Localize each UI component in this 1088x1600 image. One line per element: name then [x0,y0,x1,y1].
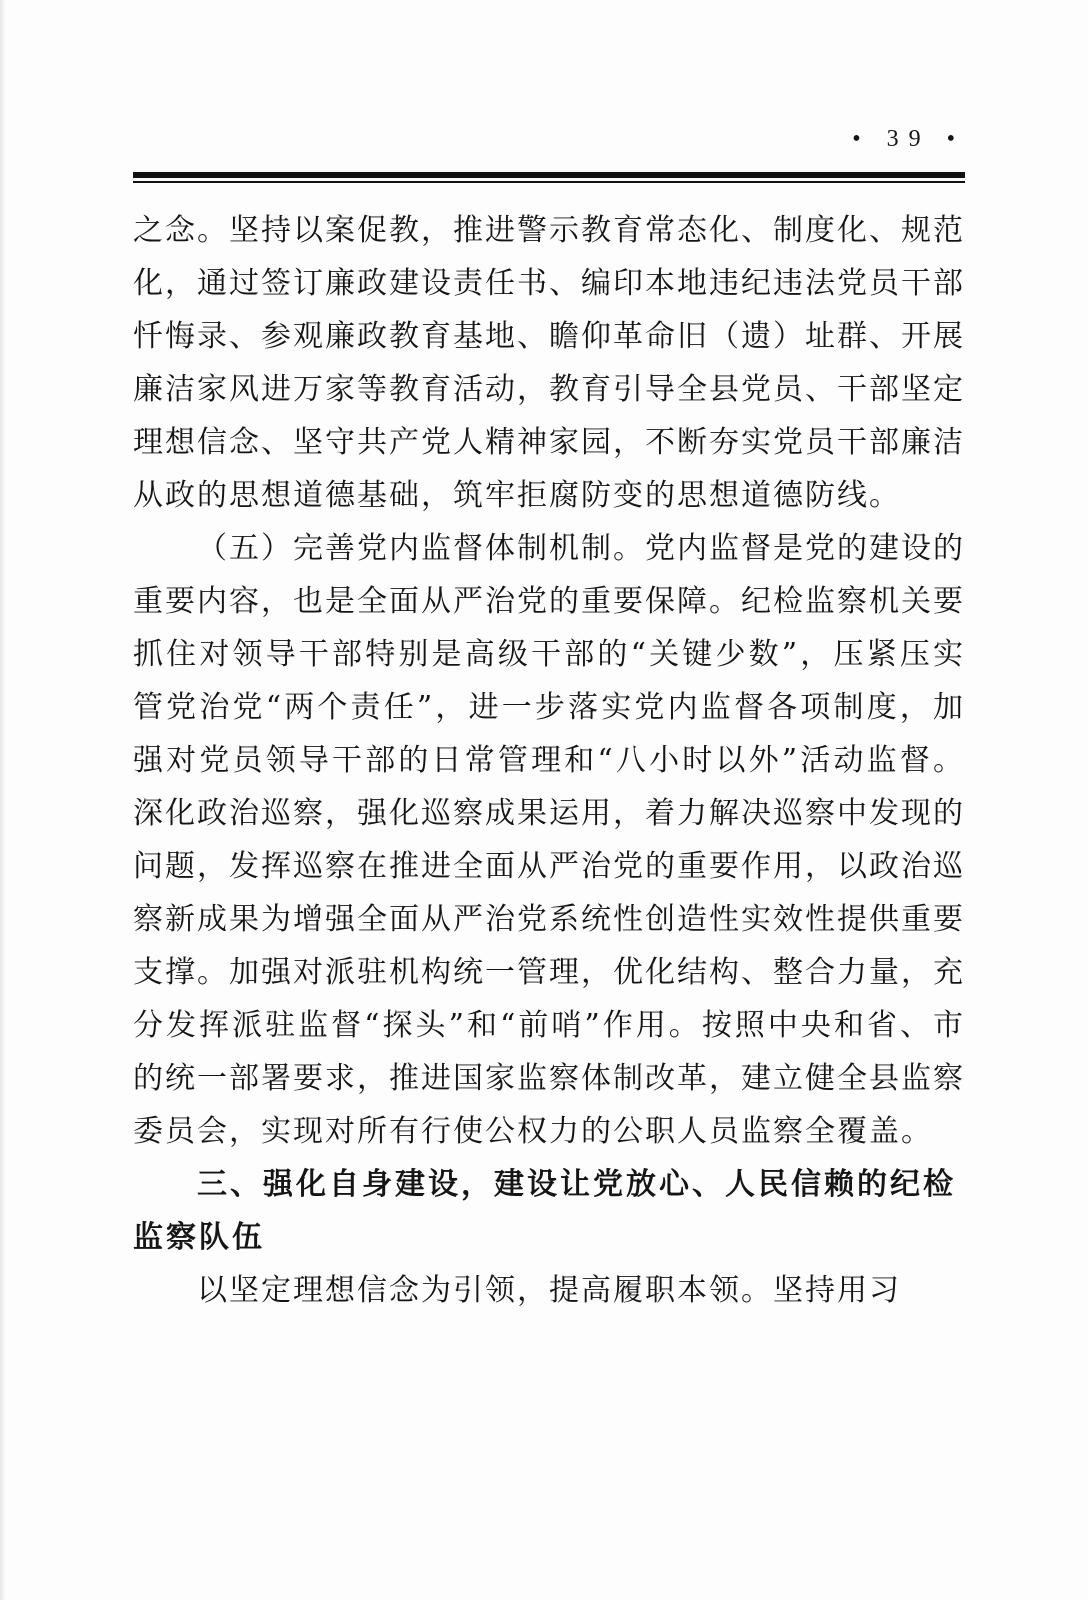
page-number: • 39 • [852,126,965,152]
paragraph-2-body: 党内监督是党的建设的重要内容，也是全面从严治党的重要保障。纪检监察机关要抓住对领导干部特别是高级干部的“关键少数”，压紧压实管党治党“两个责任”，进一步落实党内监督各项制度，加强对党员领导干部的日常管理和“八小时以外”活动监督。深化政治巡察，强化巡察成果运用，着力解决巡察中发现的问题，发挥巡察在推进全面从严治党的重要作用，以政治巡察新成果为增强全面从严治党系统性创造性实效性提供重要支撑。加强对派驻机构统一管理，优化结构、整合力量，充分发挥派驻监督“探头”和“前哨”作用。按照中央和省、市的统一部署要求，推进国家监察体制改革，建立健全县监察委员会，实现对所有行使公权力的公职人员监察全覆盖。 [133,531,965,1149]
paragraph-2-title: （五）完善党内监督体制机制。 [197,531,645,566]
page-edge-shadow [0,0,6,1600]
header-rule-thick [133,172,965,178]
header-rule-thin [133,181,965,183]
paragraph-3: 以坚定理想信念为引领，提高履职本领。坚持用习 [197,1273,901,1308]
paragraph-2 [133,522,965,1158]
section-heading: 三、强化自身建设，建设让党放心、人民信赖的纪检监察队伍 [133,1167,956,1255]
paragraph-1: 之念。坚持以案促教，推进警示教育常态化、制度化、规范化，通过签订廉政建设责任书、编印本地违纪违法党员干部忏悔录、参观廉政教育基地、瞻仰革命旧（遗）址群、开展廉洁家风进万家等教育活动，教育引导全县党员、干部坚定理想信念、坚守共产党人精神家园，不断夯实党员干部廉洁从政的思想道德基础，筑牢拒腐防变的思想道德防线。 [133,213,965,513]
body-text [133,204,965,1317]
